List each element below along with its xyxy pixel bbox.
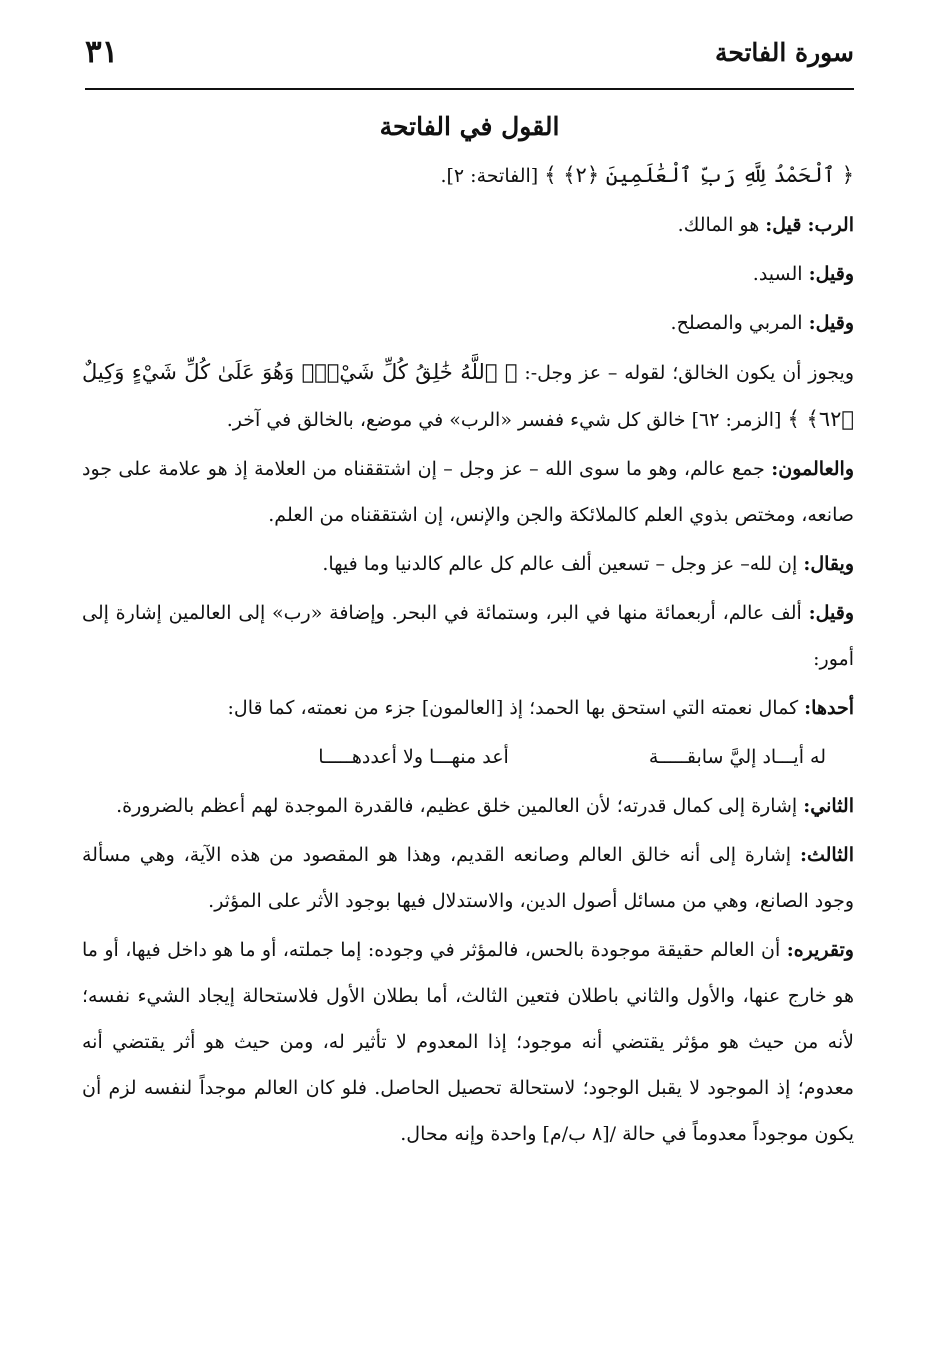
- term-yuqal: ويقال:: [803, 553, 854, 575]
- page-number: ٣١: [85, 34, 119, 70]
- term-waqila: وقيل:: [808, 263, 854, 285]
- ahaduha-text: كمال نعمته التي استحق بها الحمد؛ إذ [العالمون] جزء من نعمته، كما قال:: [227, 697, 799, 719]
- qila-text: المربي والمصلح.: [670, 312, 803, 334]
- yuqal-text: إن لله– عز وجل – تسعين ألف عالم كل عالم كالدنيا وما فيها.: [322, 553, 798, 575]
- poem-verse: [82, 734, 854, 780]
- term-thalith: الثالث:: [799, 844, 855, 866]
- thalith-text: إشارة إلى أنه خالق العالم وصانعه القديم، وهذا هو المقصود من هذه الآية، وهي مسألة وجود الصانع، وهي من مسائل أصول الدين، والاستدلال فيها بوجود الأثر على المؤثر.: [82, 844, 854, 912]
- running-header: [85, 30, 854, 86]
- header-divider: [85, 88, 854, 90]
- term-ahaduha: أحدها:: [804, 697, 854, 719]
- qila-text: ألف عالم، أربعمائة منها في البر، وستمائة في البحر. وإضافة «رب» إلى العالمين إشارة إلى أمور:: [82, 602, 854, 670]
- quran-verse: ﴿ ٱلْحَمْدُ لِلَّهِ رَبِّ ٱلْعَٰلَمِينَ ﴿٢﴾ ﴾: [544, 163, 854, 187]
- alamun-paragraph: [82, 446, 854, 538]
- qila-text: السيد.: [752, 263, 803, 285]
- thani-text: إشارة إلى كمال قدرته؛ لأن العالمين خلق عظيم، فالقدرة الموجدة لهم أعظم بالضرورة.: [116, 795, 798, 817]
- alamun-text: جمع عالم، وهو ما سوى الله – عز وجل – إن اشتققناه من العلامة إذ هو علامة على جود صانعه، ومختص بذوي العلم كالملائكة والجن والإنس، إن اشتققناه من العلم.: [82, 458, 854, 526]
- ahaduha-paragraph: [82, 685, 854, 731]
- qila-paragraph-1: [82, 251, 854, 297]
- term-waqila: وقيل:: [808, 312, 854, 334]
- section-title: القول في الفاتحة: [379, 112, 560, 141]
- term-qila: قيل:: [765, 214, 802, 236]
- term-thani: الثاني:: [803, 795, 854, 817]
- rabb-text: هو المالك.: [677, 214, 760, 236]
- verse-paragraph: [82, 152, 854, 199]
- poem-first-hemistich: له أيـــاد إليَّ سابقـــــة: [648, 746, 826, 768]
- khaliq-paragraph: [82, 349, 854, 443]
- qila-paragraph-2: [82, 300, 854, 346]
- yuqal-paragraph: [82, 541, 854, 587]
- header-title: سورة الفاتحة: [714, 38, 854, 67]
- term-waqila: وقيل:: [808, 602, 854, 624]
- term-rabb: الرب:: [807, 214, 854, 236]
- rabb-paragraph: [82, 202, 854, 248]
- thani-paragraph: [82, 783, 854, 829]
- body-text: [82, 152, 854, 1160]
- verse-reference: [الفاتحة: ٢].: [440, 165, 539, 187]
- term-alamun: والعالمون:: [771, 458, 854, 480]
- khaliq-intro: ويجوز أن يكون الخالق؛ لقوله – عز وجل-:: [524, 362, 854, 384]
- taqrir-paragraph: [82, 927, 854, 1157]
- khaliq-after: [الزمر: ٦٢] خالق كل شيء ففسر «الرب» في موضع، بالخالق في آخر.: [226, 409, 782, 431]
- qila-paragraph-3: [82, 590, 854, 682]
- taqrir-text: أن العالم حقيقة موجودة بالحس، فالمؤثر في وجوده: إما جملته، أو ما هو داخل فيها، أو ما هو خارج عنها، والأول والثاني باطلان فتعين الثالث، أما بطلان الأول فلاستحالة إيجاد الشيء نفسه؛ لأنه من حيث هو مؤثر يقتضي أنه موجود؛ إذا المعدوم لا تأثير له، ومن حيث هو أثر يقتضي أنه معدوم؛ إذ الموجود لا يقبل الوجود؛ لاستحالة تحصيل الحاصل. فلو كان العالم موجداً لنفسه لزم أن يكون موجوداً معدوماً في حالة /[٨ ب/م] واحدة وإنه محال.: [82, 939, 854, 1145]
- quran-verse: ﴿ ٱللَّهُ خَٰلِقُ كُلِّ شَيْءٍۖ وَهُوَ عَلَىٰ كُلِّ شَيْءٍ وَكِيلٌ ﴿٦٢﴾ ﴾: [82, 360, 854, 431]
- thalith-paragraph: [82, 832, 854, 924]
- term-taqrir: وتقريره:: [786, 939, 854, 961]
- poem-second-hemistich: أعد منهـــا ولا أعددهـــــا: [318, 746, 509, 768]
